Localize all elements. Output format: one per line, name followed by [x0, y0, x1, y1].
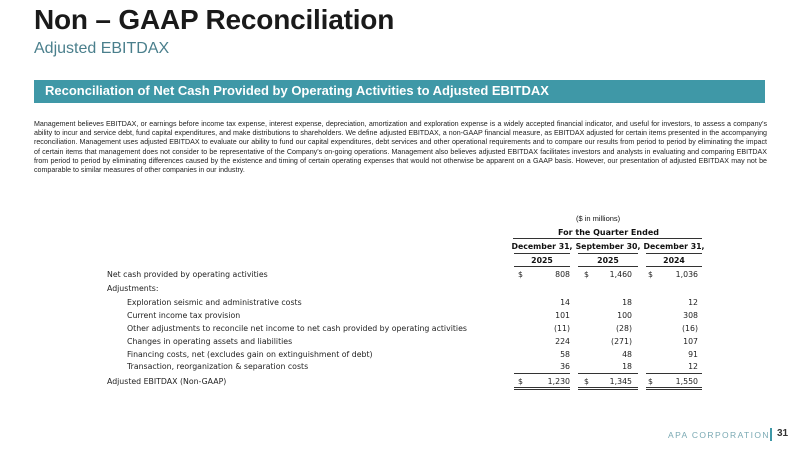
currency-symbol: $	[518, 377, 523, 386]
total-rule-bottom-3	[646, 387, 702, 388]
row-value: 100	[617, 311, 632, 320]
column-rule-1	[514, 253, 570, 254]
row-value: 308	[683, 311, 698, 320]
table-row	[0, 337, 800, 349]
row-label: Exploration seismic and administrative costs	[127, 298, 302, 307]
page-number: 31	[777, 428, 789, 439]
row-label: Net cash provided by operating activities	[107, 270, 268, 279]
year-rule-1	[514, 266, 570, 267]
row-value: 14	[560, 298, 570, 307]
row-value: 1,230	[547, 377, 570, 386]
row-value: 12	[688, 298, 698, 307]
column-year-2: 2025	[597, 256, 619, 265]
row-label: Transaction, reorganization & separation costs	[127, 362, 309, 371]
row-value: 58	[560, 350, 570, 359]
currency-symbol: $	[584, 377, 589, 386]
row-value: 12	[688, 362, 698, 371]
total-rule-bottom-1	[514, 387, 570, 388]
total-rule-top-3	[646, 373, 702, 374]
row-value: 1,345	[609, 377, 632, 386]
column-year-1: 2025	[531, 256, 553, 265]
row-value: (11)	[553, 324, 570, 333]
table-row	[0, 270, 800, 282]
table-row	[0, 350, 800, 362]
row-value: 91	[688, 350, 698, 359]
row-label: Changes in operating assets and liabilities	[127, 337, 293, 346]
currency-symbol: $	[648, 377, 653, 386]
row-value: 1,460	[609, 270, 632, 279]
table-row	[0, 298, 800, 310]
table-period-header: For the Quarter Ended	[558, 228, 659, 237]
row-label: Other adjustments to reconcile net income to net cash provided by operating activities	[127, 324, 467, 333]
table-row	[0, 324, 800, 336]
row-value: (16)	[681, 324, 698, 333]
row-value: (271)	[611, 337, 632, 346]
column-date-2: September 30,	[575, 242, 641, 251]
page-subtitle: Adjusted EBITDAX	[34, 40, 170, 57]
column-date-3: December 31,	[643, 242, 705, 251]
row-value: 18	[622, 362, 632, 371]
row-value: (28)	[615, 324, 632, 333]
row-label: Current income tax provision	[127, 311, 241, 320]
year-rule-2	[578, 266, 638, 267]
table-row	[0, 284, 800, 296]
page-title: Non – GAAP Reconciliation	[34, 4, 395, 35]
row-value: 36	[560, 362, 570, 371]
footer-divider	[770, 428, 772, 441]
row-value: 18	[622, 298, 632, 307]
total-rule-bottom-2	[578, 387, 638, 388]
row-value: 808	[555, 270, 570, 279]
row-value: 224	[555, 337, 570, 346]
column-rule-3	[646, 253, 702, 254]
section-banner	[34, 80, 765, 103]
currency-symbol: $	[584, 270, 589, 279]
year-rule-3	[646, 266, 702, 267]
row-value: 48	[622, 350, 632, 359]
section-banner-title: Reconciliation of Net Cash Provided by Operating Activities to Adjusted EBITDAX	[45, 83, 549, 98]
description-paragraph: Management believes EBITDAX, or earnings before income tax expense, interest expense, depreciation, amortization and exploration expense is a widely accepted financial indicator, and useful for investors, to assess a company's ability to incur and service debt, fund capital expenditures, and make distributions to shareholders. We define adjusted EBITDAX, a non-GAAP financial measure, as EBITDAX adjusted for certain items presented in the accompanying reconciliation. Management uses adjusted EBITDAX to evaluate our ability to fund our capital expenditures, debt services and other operational requirements and to compare our results from period to period by eliminating the impact of certain items that management does not consider to be representative of the Company's on-going operations. Management also believes adjusted EBITDAX facilitates investors and analysts in evaluating and comparing EBITDAX from period to period by eliminating differences caused by the existence and timing of certain operating expenses that would not otherwise be apparent on a GAAP basis. However, our presentation of adjusted EBITDAX may not be comparable to similar measures of other companies in our industry.	[34, 120, 767, 175]
row-value: 1,036	[675, 270, 698, 279]
column-rule-2	[578, 253, 638, 254]
currency-symbol: $	[518, 270, 523, 279]
footer-company: APA CORPORATION	[668, 430, 770, 440]
column-date-1: December 31,	[511, 242, 573, 251]
row-label: Financing costs, net (excludes gain on extinguishment of debt)	[127, 350, 373, 359]
currency-symbol: $	[648, 270, 653, 279]
period-underline	[513, 238, 702, 239]
total-rule-top-2	[578, 373, 638, 374]
row-value: 1,550	[675, 377, 698, 386]
row-label: Adjustments:	[107, 284, 159, 293]
total-rule-top-1	[514, 373, 570, 374]
row-label: Adjusted EBITDAX (Non-GAAP)	[107, 377, 227, 386]
table-units: ($ in millions)	[576, 214, 621, 223]
column-year-3: 2024	[663, 256, 685, 265]
table-row	[0, 311, 800, 323]
row-value: 101	[555, 311, 570, 320]
row-value: 107	[683, 337, 698, 346]
